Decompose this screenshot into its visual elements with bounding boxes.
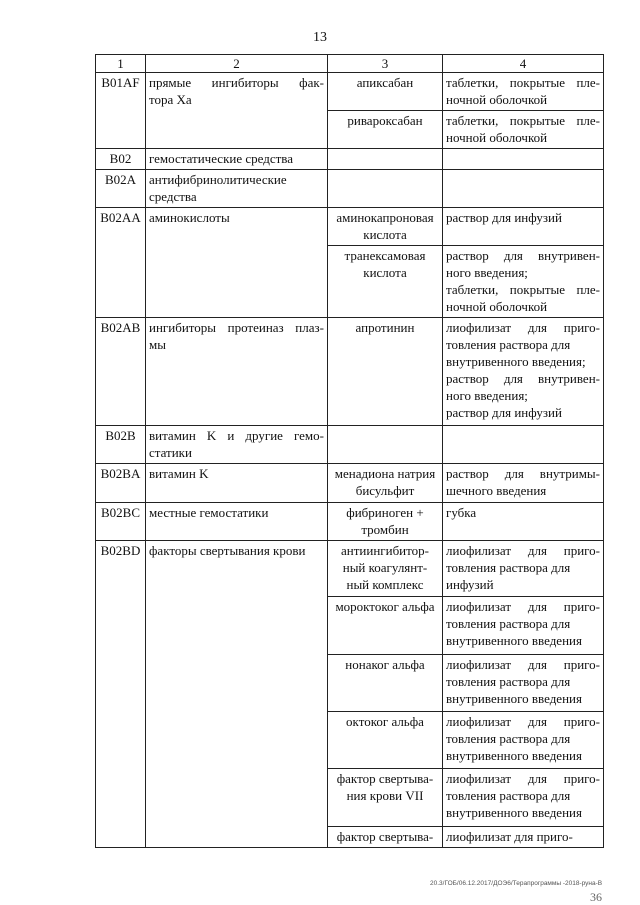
drug-name-cell: фибриноген + тромбин [328, 503, 443, 541]
text-line: раствор для внутривен- [446, 248, 600, 263]
drug-name-cell: транексамовая кислота [328, 246, 443, 318]
group-name-cell: аминокислоты [146, 208, 328, 318]
text-line: ного введения; [446, 265, 528, 280]
text-line: лиофилизат для приго- [446, 599, 600, 614]
text-line: прямые ингибиторы фак- [149, 75, 324, 90]
drug-name-cell: апротинин [328, 318, 443, 426]
atc-code-cell: B02AB [96, 318, 146, 426]
dosage-form-cell [443, 149, 604, 170]
dosage-form-cell [443, 541, 604, 597]
text-line: товления раствора для [446, 731, 571, 746]
text-line: ного введения; [446, 388, 528, 403]
table-row [96, 149, 604, 170]
footer-stamp: 20.3/ГОБ/06.12.2017/ДОЭ6/Терапрограммы -2018-руна-В [430, 880, 603, 887]
dosage-form-cell [443, 111, 604, 149]
drug-name-cell: апиксабан [328, 73, 443, 111]
text-line: шечного введения [446, 483, 547, 498]
text-line: статики [149, 445, 192, 460]
sheet-number: 36 [590, 890, 602, 904]
text-line: раствор для внутримы- [446, 466, 600, 481]
atc-code-cell: B02BA [96, 464, 146, 503]
atc-code-cell: B01AF [96, 73, 146, 149]
column-header-1: 1 [96, 55, 146, 73]
text-line: внутривенного введения [446, 805, 582, 820]
table-row [96, 464, 604, 503]
dosage-form-cell [443, 318, 604, 426]
dosage-form-cell [443, 712, 604, 769]
drug-name-cell: нонаког альфа [328, 655, 443, 712]
dosage-form-cell [443, 73, 604, 111]
table-row [96, 170, 604, 208]
drug-name-cell: аминокапроновая кислота [328, 208, 443, 246]
text-line: раствор для инфузий [446, 405, 562, 420]
drug-name-cell: фактор свертыва- ния крови VII [328, 769, 443, 827]
drug-name-cell [328, 149, 443, 170]
text-line: внутривенного введения [446, 691, 582, 706]
drug-name-cell [328, 426, 443, 464]
group-name-cell [146, 170, 328, 208]
drug-name-cell: мороктоког альфа [328, 597, 443, 655]
atc-code-cell: B02AA [96, 208, 146, 318]
drug-name-cell: антиингибитор- ный коагулянт- ный комплекс [328, 541, 443, 597]
table-row [96, 426, 604, 464]
table-row [96, 208, 604, 246]
text-line: товления раствора для [446, 616, 571, 631]
text-line: товления раствора для [446, 788, 571, 803]
text-line: лиофилизат для приго- [446, 543, 600, 558]
drug-name-cell [328, 170, 443, 208]
group-name-cell: факторы свертывания крови [146, 541, 328, 848]
table-row [96, 503, 604, 541]
text-line: ночной оболочкой [446, 130, 548, 145]
text-line: внутривенного введения [446, 633, 582, 648]
dosage-form-cell: губка [443, 503, 604, 541]
atc-code-cell: B02B [96, 426, 146, 464]
group-name-cell [146, 426, 328, 464]
table-header-row [96, 55, 604, 73]
dosage-form-cell: раствор для инфузий [443, 208, 604, 246]
atc-code-cell: B02 [96, 149, 146, 170]
text-line: ингибиторы протеиназ плаз- [149, 320, 324, 335]
dosage-form-cell [443, 246, 604, 318]
text-line: лиофилизат для приго- [446, 771, 600, 786]
drug-table-body [96, 55, 604, 848]
text-line: лиофилизат для приго- [446, 320, 600, 335]
text-line: внутривенного введения [446, 748, 582, 763]
text-line: лиофилизат для приго- [446, 714, 600, 729]
drug-name-cell: октоког альфа [328, 712, 443, 769]
drug-table [95, 54, 604, 848]
dosage-form-cell [443, 655, 604, 712]
text-line: лиофилизат для приго- [446, 657, 600, 672]
column-header-4: 4 [443, 55, 604, 73]
dosage-form-cell [443, 769, 604, 827]
drug-name-cell: менадиона натрия бисульфит [328, 464, 443, 503]
dosage-form-cell [443, 426, 604, 464]
text-line: товления раствора для [446, 337, 571, 352]
table-row [96, 541, 604, 597]
group-name-cell: витамин K [146, 464, 328, 503]
dosage-form-cell [443, 170, 604, 208]
text-line: таблетки, покрытые пле- [446, 113, 600, 128]
text-line: таблетки, покрытые пле- [446, 75, 600, 90]
group-name-cell: местные гемостатики [146, 503, 328, 541]
atc-code-cell: B02BC [96, 503, 146, 541]
column-header-3: 3 [328, 55, 443, 73]
column-header-2: 2 [146, 55, 328, 73]
text-line: раствор для внутривен- [446, 371, 600, 386]
text-line: таблетки, покрытые пле- [446, 282, 600, 297]
text-line: мы [149, 337, 166, 352]
text-line: антифибринолитические [149, 172, 287, 187]
page-number: 13 [313, 30, 327, 45]
text-line: средства [149, 189, 197, 204]
drug-name-cell: ривароксабан [328, 111, 443, 149]
dosage-form-cell: лиофилизат для приго- [443, 827, 604, 848]
atc-code-cell: B02A [96, 170, 146, 208]
text-line: инфузий [446, 577, 494, 592]
table-row [96, 318, 604, 426]
text-line: товления раствора для [446, 674, 571, 689]
table-row [96, 73, 604, 111]
text-line: ночной оболочкой [446, 92, 548, 107]
text-line: товления раствора для [446, 560, 571, 575]
dosage-form-cell [443, 597, 604, 655]
drug-name-cell: фактор свертыва- [328, 827, 443, 848]
text-line: внутривенного введения; [446, 354, 586, 369]
atc-code-cell: B02BD [96, 541, 146, 848]
group-name-cell [146, 73, 328, 149]
text-line: витамин K и другие гемо- [149, 428, 324, 443]
text-line: тора Xa [149, 92, 192, 107]
group-name-cell [146, 318, 328, 426]
dosage-form-cell [443, 464, 604, 503]
group-name-cell: гемостатические средства [146, 149, 328, 170]
text-line: ночной оболочкой [446, 299, 548, 314]
